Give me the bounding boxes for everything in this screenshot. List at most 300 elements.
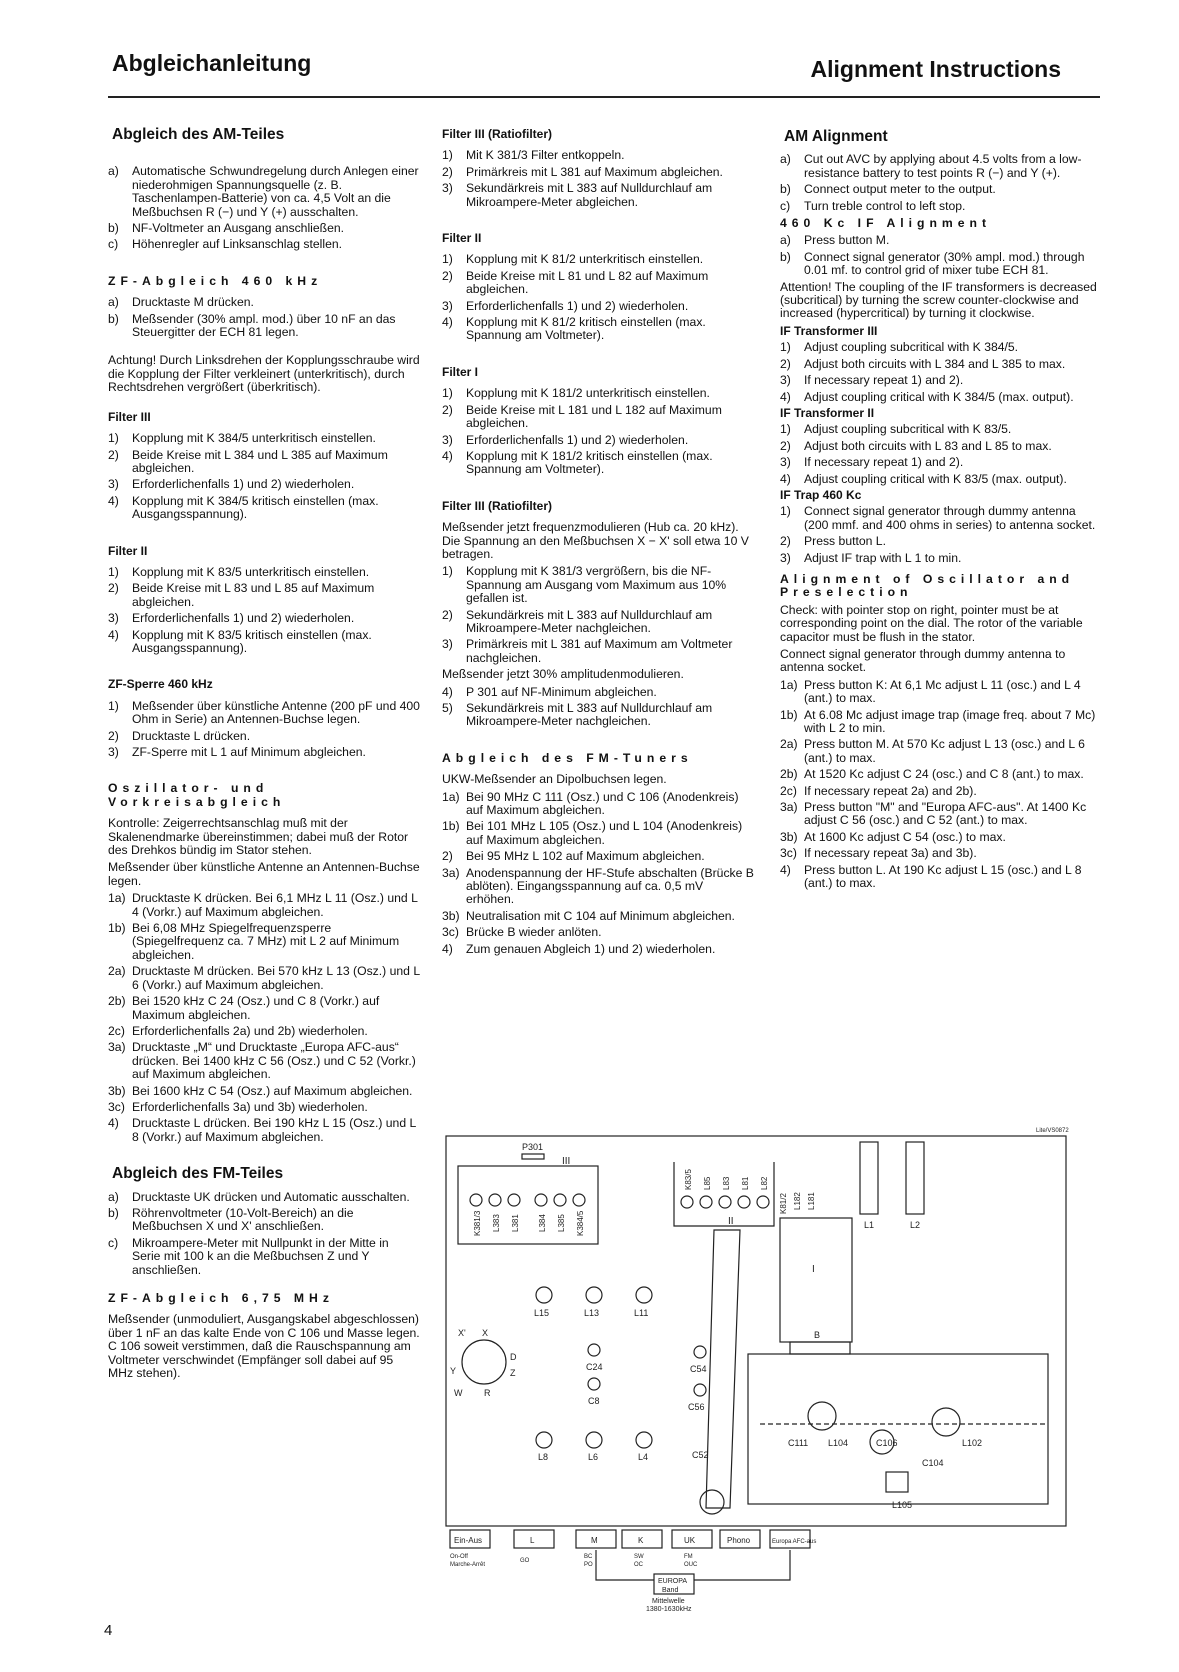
list-item-text: If necessary repeat 1) and 2). <box>804 373 964 388</box>
list-item-number: 1) <box>442 564 453 579</box>
list-item-text: At 1600 Kc adjust C 54 (osc.) to max. <box>804 829 1006 844</box>
list-item-text: Zum genauen Abgleich 1) und 2) wiederholen. <box>466 941 716 956</box>
p301-label: P301 <box>522 1142 544 1152</box>
zf675-title: ZF-Abgleich 6,75 MHz <box>108 1291 334 1305</box>
list-item <box>780 785 1102 798</box>
filter3-labels <box>473 1210 585 1236</box>
column-german-fm <box>442 128 754 959</box>
list-item <box>442 702 754 729</box>
list-item <box>442 404 754 431</box>
push-buttons <box>450 1530 810 1548</box>
push-button-labels <box>454 1536 816 1545</box>
list-item-number: 3) <box>108 611 119 626</box>
list-item <box>108 746 420 759</box>
list-item-text: Cut out AVC by applying about 4.5 volts from a low-resistance battery to test points R (−) and Y (+). <box>804 152 1082 180</box>
list-item-text: Press button M. <box>804 233 890 248</box>
list-item <box>442 450 754 477</box>
dial-drive <box>706 1230 740 1508</box>
list-item-text: Primärkreis mit L 381 auf Maximum am Voltmeter nachgleichen. <box>466 637 733 665</box>
list-item-number: 3) <box>442 298 453 313</box>
list-item <box>780 153 1102 180</box>
list-item-number: 3) <box>108 745 119 759</box>
if-transformer2-title: IF Transformer II <box>780 405 875 420</box>
list-item-text: P 301 auf NF-Minimum abgleichen. <box>466 684 657 699</box>
list-item-text: Automatische Schwundregelung durch Anlegen einer niederohmigen Spannungsquelle (z. B. Taschenlampen-Batterie) von ca. 4,5 Volt an die Meßbuchsen R (−) und Y (+) ausschalten. <box>132 164 419 219</box>
list-item-text: Neutralisation mit C 104 auf Minimum abgleichen. <box>466 908 735 923</box>
cap-c24: C24 <box>586 1362 603 1372</box>
europa-box-1: EUROPA <box>658 1578 688 1585</box>
list-item-number: a) <box>780 152 791 167</box>
list-item-number: 4) <box>108 493 119 508</box>
list-item-number: 1a) <box>108 891 126 906</box>
fm-filter2-list <box>442 253 754 342</box>
svg-text:Phono: Phono <box>727 1536 751 1545</box>
list-item-number: 4) <box>108 1116 119 1131</box>
list-item-text: Drucktaste M drücken. Bei 570 kHz L 13 (Osz.) und L 6 (Vorkr.) auf Maximum abgleichen. <box>132 964 420 992</box>
cap-c56: C56 <box>688 1402 705 1412</box>
list-item <box>780 768 1102 781</box>
list-item-number: 3b) <box>780 829 798 844</box>
attention-note: Attention! The coupling of the IF transformers is decreased (subcritical) by turning the screw counter-clockwise and increased (hypercritical) by turning it clockwise. <box>780 279 1097 321</box>
list-item-number: 2) <box>442 164 453 179</box>
list-item <box>442 910 754 923</box>
list-item <box>442 434 754 447</box>
list-item-number: 1) <box>442 252 453 267</box>
list-item-number: 1b) <box>442 819 460 834</box>
if-title: 460 Kc IF Alignment <box>780 216 992 231</box>
list-item-number: 3a) <box>780 800 798 815</box>
svg-text:OUC: OUC <box>684 1562 698 1568</box>
list-item <box>780 251 1102 278</box>
cap-c24-icon <box>588 1344 600 1356</box>
svg-text:K384/5: K384/5 <box>576 1210 585 1236</box>
list-item-text: Bei 90 MHz C 111 (Osz.) und C 106 (Anodenkreis) auf Maximum abgleichen. <box>466 789 739 818</box>
list-item-number: 4) <box>780 862 791 877</box>
coil-l6: L6 <box>588 1452 599 1462</box>
list-item-number: 3a) <box>442 865 460 880</box>
list-item <box>442 791 754 818</box>
list-item-text: Mit K 381/3 Filter entkoppeln. <box>466 148 625 163</box>
svg-text:Ein-Aus: Ein-Aus <box>454 1536 483 1545</box>
list-item-text: Adjust coupling critical with K 384/5 (max. output). <box>804 389 1074 404</box>
svg-text:L: L <box>530 1536 535 1545</box>
list-item <box>780 391 1102 404</box>
osz-title-1: Oszillator- und <box>108 781 269 796</box>
svg-text:K: K <box>638 1536 644 1545</box>
svg-text:L385: L385 <box>557 1214 566 1232</box>
svg-text:K381/3: K381/3 <box>473 1210 482 1236</box>
svg-text:K81/2: K81/2 <box>779 1193 788 1214</box>
list-item-text: Drucktaste K drücken. Bei 6,1 MHz L 11 (Osz.) und L 4 (Vorkr.) auf Maximum abgleichen. <box>132 891 418 919</box>
list-item-text: Mikroampere-Meter mit Nullpunkt in der Mitte in Serie mit 100 k an die Meßbuchsen Z und Y anschließen. <box>132 1235 389 1277</box>
cap-c8: C8 <box>588 1396 600 1406</box>
list-item-number: 2c) <box>108 1023 125 1038</box>
list-item-text: Drucktaste UK drücken und Automatic ausschalten. <box>132 1189 410 1204</box>
list-item <box>108 1117 420 1144</box>
list-item-number: 1a) <box>780 677 798 692</box>
list-item-number: 3) <box>442 432 453 447</box>
svg-text:L383: L383 <box>492 1214 501 1232</box>
list-item-number: 2) <box>780 438 791 453</box>
list-item-text: If necessary repeat 2a) and 2b). <box>804 783 977 798</box>
list-item-number: 1) <box>780 422 791 437</box>
list-item-text: Meßsender (30% ampl. mod.) über 10 nF an das Steuergitter der ECH 81 legen. <box>132 311 396 340</box>
svg-text:M: M <box>591 1536 598 1545</box>
svg-text:L83: L83 <box>722 1176 731 1190</box>
bridge-label: B <box>814 1330 821 1340</box>
fm-tuner-list <box>442 791 754 956</box>
list-item-text: Erforderlichenfalls 3a) und 3b) wiederholen. <box>132 1099 368 1114</box>
list-item <box>108 700 420 727</box>
list-item-number: a) <box>108 1189 119 1204</box>
list-item <box>780 200 1102 213</box>
if-trap-list <box>780 505 1102 565</box>
filter2-list <box>108 566 420 655</box>
roman-1: I <box>812 1264 815 1275</box>
mittelwelle-2: 1380-1630kHz <box>646 1606 692 1612</box>
tuner-c111-icon <box>808 1402 836 1430</box>
list-item <box>780 183 1102 196</box>
svg-text:R: R <box>484 1388 491 1398</box>
list-item-text: Kopplung mit K 81/2 unterkritisch einstellen. <box>466 252 704 267</box>
list-item-text: Bei 1600 kHz C 54 (Osz.) auf Maximum abgleichen. <box>132 1083 413 1098</box>
svg-text:X: X <box>482 1328 489 1338</box>
fm-tuner-para: UKW-Meßsender an Dipolbuchsen legen. <box>442 772 667 787</box>
achtung-note: Achtung! Durch Linksdrehen der Kopplungsschraube wird die Kopplung der Filter verkleinert (unterkritisch), durch Rechtsdrehen vergrößert (überkritisch). <box>108 353 420 395</box>
osc-para-2: Connect signal generator through dummy antenna to antenna socket. <box>780 647 1066 675</box>
list-item-text: NF-Voltmeter an Ausgang anschließen. <box>132 221 345 236</box>
if-transformer3-title: IF Transformer III <box>780 323 878 338</box>
cap-c52: C52 <box>692 1450 709 1460</box>
list-item-text: Adjust coupling subcritical with K 83/5. <box>804 422 1012 437</box>
list-item <box>108 582 420 609</box>
list-item-number: 2) <box>108 581 119 596</box>
tuner-labels <box>788 1438 982 1510</box>
list-item <box>108 566 420 579</box>
list-item-number: a) <box>108 164 119 179</box>
ratiofilter-title: Filter III (Ratiofilter) <box>442 127 553 141</box>
list-item <box>108 1191 420 1204</box>
list-item-number: 4) <box>108 627 119 642</box>
list-item <box>780 456 1102 469</box>
svg-text:Marche-Arrêt: Marche-Arrêt <box>450 1562 486 1568</box>
list-item <box>108 922 420 962</box>
svg-text:L104: L104 <box>828 1438 849 1448</box>
list-item <box>108 965 420 992</box>
list-item <box>780 423 1102 436</box>
list-item <box>780 535 1102 548</box>
list-item <box>780 358 1102 371</box>
coil-l8: L8 <box>538 1452 549 1462</box>
list-item <box>108 495 420 522</box>
coil-l11: L11 <box>634 1308 649 1318</box>
list-item-number: 3b) <box>108 1083 126 1098</box>
list-item-number: c) <box>780 198 791 213</box>
list-item <box>108 1085 420 1098</box>
list-item-text: Kopplung mit K 83/5 unterkritisch einstellen. <box>132 564 370 579</box>
list-item <box>442 316 754 343</box>
ratiofilter-list <box>442 149 754 209</box>
list-item-number: 4) <box>780 389 791 404</box>
zf675-para: Meßsender (unmoduliert, Ausgangskabel abgeschlossen) über 1 nF an das kalte Ende von C 106 und Masse legen. C 106 soweit verstimmen, daß die Rauschspannung am Voltmeter verschwindet (Empfänger soll dabei auf 95 MHz stehen). <box>108 1312 420 1381</box>
list-item-number: a) <box>780 233 791 248</box>
list-item <box>442 166 754 179</box>
list-item-number: 1b) <box>108 921 126 936</box>
svg-text:Y: Y <box>450 1366 457 1376</box>
tuner-l105-icon <box>886 1472 908 1492</box>
list-item <box>108 449 420 476</box>
list-item-text: Connect signal generator through dummy antenna (200 mmf. and 400 ohms in series) to antenna socket. <box>804 504 1096 532</box>
list-item-text: Turn treble control to left stop. <box>804 198 966 213</box>
svg-text:On-Off: On-Off <box>450 1554 468 1560</box>
am-alignment-title: AM Alignment <box>784 128 888 145</box>
filter3-title: Filter III <box>108 409 151 424</box>
list-item <box>108 296 420 309</box>
list-item <box>442 253 754 266</box>
svg-text:Europa AFC-aus: Europa AFC-aus <box>772 1539 817 1545</box>
list-item-number: 1) <box>108 698 119 713</box>
if-trap-title: IF Trap 460 Kc <box>780 487 862 502</box>
list-item-text: Press button L. At 190 Kc adjust L 15 (osc.) and L 8 (ant.) to max. <box>804 862 1082 891</box>
mittelwelle-1: Mittelwelle <box>652 1598 685 1605</box>
svg-text:C111: C111 <box>788 1438 809 1448</box>
svg-text:L85: L85 <box>703 1176 712 1190</box>
cap-c54-icon <box>694 1346 706 1358</box>
list-item <box>780 679 1102 706</box>
list-item <box>108 478 420 491</box>
list-item-text: Kopplung mit K 384/5 kritisch einstellen (max. Ausgangsspannung). <box>132 493 379 522</box>
list-item <box>108 1237 420 1277</box>
svg-text:L384: L384 <box>538 1214 547 1232</box>
list-item-text: ZF-Sperre mit L 1 auf Minimum abgleichen. <box>132 745 366 759</box>
list-item-text: Drucktaste L drücken. Bei 190 kHz L 15 (Osz.) und L 8 (Vorkr.) auf Maximum abgleichen. <box>132 1116 416 1144</box>
l1-label: L1 <box>864 1220 875 1230</box>
list-item-number: 4) <box>442 315 453 330</box>
list-item-number: 3) <box>442 181 453 196</box>
list-item-text: Bei 1520 kHz C 24 (Osz.) und C 8 (Vorkr.) auf Maximum abgleichen. <box>132 994 380 1022</box>
list-item-number: a) <box>108 295 119 310</box>
list-item-text: Primärkreis mit L 381 auf Maximum abgleichen. <box>466 164 723 179</box>
svg-text:L102: L102 <box>962 1438 983 1448</box>
german-header: Abgleichanleitung <box>112 50 312 76</box>
list-item <box>108 1041 420 1081</box>
europa-box-2: Band <box>662 1587 679 1594</box>
list-item <box>442 387 754 400</box>
list-item <box>442 867 754 907</box>
column-english <box>780 130 1102 894</box>
svg-text:L105: L105 <box>892 1500 913 1510</box>
if-list <box>780 234 1102 277</box>
list-item-number: 3c) <box>108 1099 125 1114</box>
if-transformer3-list <box>780 341 1102 404</box>
list-item <box>108 313 420 340</box>
fm-tuner-block <box>748 1354 1048 1504</box>
list-item-text: Adjust IF trap with L 1 to min. <box>804 550 962 565</box>
list-item-text: Anodenspannung der HF-Stufe abschalten (Brücke B ablöten). Eingangsspannung auf ca. 0,5 mV erhöhen. <box>466 865 754 907</box>
ratiofilter2-para2: Meßsender jetzt 30% amplitudenmodulieren. <box>442 667 684 682</box>
list-item <box>780 473 1102 486</box>
list-item-number: b) <box>780 249 791 264</box>
svg-text:BC: BC <box>584 1554 593 1560</box>
svg-text:C104: C104 <box>922 1458 944 1468</box>
list-item <box>108 238 420 251</box>
osc-para-1: Check: with pointer stop on right, pointer must be at corresponding point on the dial. The rotor of the variable capacitor must be flush in the stator. <box>780 602 1083 644</box>
list-item-text: If necessary repeat 3a) and 3b). <box>804 846 977 861</box>
list-item-number: 3) <box>780 455 791 470</box>
list-item <box>442 149 754 162</box>
list-item <box>108 1025 420 1038</box>
list-item-text: Adjust coupling critical with K 83/5 (max. output). <box>804 471 1067 486</box>
l2-label: L2 <box>910 1220 921 1230</box>
list-item <box>442 565 754 605</box>
svg-text:L181: L181 <box>807 1192 816 1210</box>
l1-coil <box>860 1142 878 1214</box>
list-item <box>780 738 1102 765</box>
list-item-text: Beide Kreise mit L 81 und L 82 auf Maximum abgleichen. <box>466 268 709 297</box>
list-item-number: 2) <box>442 607 453 622</box>
list-item-text: Kopplung mit K 381/3 vergrößern, bis die NF-Spannung am Ausgang vom Maximum aus 10% gefallen ist. <box>466 564 727 606</box>
am-section-title: Abgleich des AM-Teiles <box>112 126 285 143</box>
filter2-title: Filter II <box>108 543 148 558</box>
list-item <box>442 270 754 297</box>
fm-list <box>108 1191 420 1277</box>
english-header: Alignment Instructions <box>810 56 1061 82</box>
list-item-number: 3) <box>780 550 791 565</box>
filter1-block <box>780 1218 852 1342</box>
list-item-number: 5) <box>442 701 453 715</box>
chassis-layout-diagram <box>444 1122 1106 1612</box>
list-item <box>780 374 1102 387</box>
list-item <box>442 820 754 847</box>
osz-para-2: Meßsender über künstliche Antenne an Antennen-Buchse legen. <box>108 860 420 888</box>
list-item-text: Sekundärkreis mit L 383 auf Nulldurchlauf am Mikroampere-Meter abgleichen. <box>466 181 713 209</box>
osz-title-2: Vorkreisabgleich <box>108 794 286 809</box>
list-item-text: Bei 95 MHz L 102 auf Maximum abgleichen. <box>466 849 705 864</box>
list-item <box>442 182 754 209</box>
zf-sperre-title: ZF-Sperre 460 kHz <box>108 677 213 692</box>
filter3-screws <box>470 1194 585 1206</box>
header-rule <box>108 96 1100 98</box>
test-socket <box>462 1340 506 1384</box>
ratiofilter2-para: Meßsender jetzt frequenzmodulieren (Hub ca. 20 kHz). Die Spannung an den Meßbuchsen X − X' soll etwa 10 V betragen. <box>442 520 749 561</box>
list-item-number: b) <box>108 1205 119 1220</box>
svg-text:L381: L381 <box>511 1214 520 1232</box>
list-item-number: 3c) <box>442 925 459 940</box>
cap-c8-icon <box>588 1378 600 1390</box>
list-item-number: 1) <box>442 148 453 163</box>
osc-title-2: Preselection <box>780 585 913 600</box>
svg-text:X': X' <box>458 1328 466 1338</box>
list-item-number: 2b) <box>780 767 798 782</box>
list-item-number: 4) <box>442 684 453 699</box>
list-item-number: 2) <box>442 849 453 864</box>
column-german-am <box>108 128 420 1384</box>
list-item <box>780 864 1102 891</box>
list-item-number: 3) <box>108 477 119 492</box>
fm-section-title: Abgleich des FM-Teiles <box>112 1165 284 1183</box>
list-item <box>442 850 754 863</box>
zf-sperre-list <box>108 700 420 760</box>
list-item-text: Röhrenvoltmeter (10-Volt-Bereich) an die Meßbuchsen X und X' anschließen. <box>132 1205 354 1234</box>
list-item-number: 2) <box>108 728 119 743</box>
ratiofilter2-list <box>442 565 754 665</box>
osc-coils-row2 <box>536 1432 652 1448</box>
page-number: 4 <box>104 1622 113 1639</box>
list-item-text: Bei 6,08 MHz Spiegelfrequenzsperre (Spiegelfrequenz ca. 7 MHz) mit L 2 auf Minimum abgleichen. <box>132 921 400 962</box>
list-item <box>442 943 754 956</box>
osz-para-1: Kontrolle: Zeigerrechtsanschlag muß mit der Skalenendmarke übereinstimmen; dabei muß der Rotor des Drehkos bündig im Stator stehen. <box>108 816 409 858</box>
svg-text:C106: C106 <box>876 1438 898 1448</box>
coil-l15: L15 <box>534 1308 550 1318</box>
list-item <box>780 801 1102 828</box>
list-item-text: Höhenregler auf Linksanschlag stellen. <box>132 237 343 252</box>
list-item-text: Erforderlichenfalls 1) und 2) wiederholen. <box>132 611 355 626</box>
svg-text:GO: GO <box>520 1558 530 1564</box>
list-item-number: 1) <box>108 564 119 579</box>
osc-list <box>780 679 1102 891</box>
list-item-text: Kopplung mit K 83/5 kritisch einstellen (max. Ausgangsspannung). <box>132 627 372 655</box>
list-item-text: Press button L. <box>804 534 886 549</box>
list-item <box>108 612 420 625</box>
svg-text:K83/5: K83/5 <box>684 1169 693 1190</box>
list-item-number: b) <box>108 311 119 326</box>
list-item-number: c) <box>108 237 119 252</box>
filter3-list <box>108 432 420 521</box>
list-item-number: 1b) <box>780 707 798 722</box>
list-item-number: 3a) <box>108 1040 126 1055</box>
list-item-number: 1) <box>780 504 791 519</box>
list-item-text: Adjust both circuits with L 83 and L 85 to max. <box>804 438 1052 453</box>
list-item-text: Press button "M" and "Europa AFC-aus". At 1400 Kc adjust C 56 (osc.) and C 52 (ant.) to max. <box>804 800 1087 828</box>
list-item-text: At 6.08 Mc adjust image trap (image freq. about 7 Mc) with L 2 to min. <box>804 707 1096 736</box>
list-item <box>108 222 420 235</box>
filter2-screws <box>681 1196 769 1208</box>
svg-text:Z: Z <box>510 1368 516 1378</box>
roman-2: II <box>728 1216 734 1227</box>
list-item <box>780 831 1102 844</box>
list-item-text: Erforderlichenfalls 1) und 2) wiederholen. <box>466 432 689 447</box>
list-item-text: If necessary repeat 1) and 2). <box>804 455 964 470</box>
list-item <box>108 1101 420 1114</box>
list-item <box>780 341 1102 354</box>
dial-pulley <box>700 1490 724 1514</box>
list-item <box>780 505 1102 532</box>
coil-l13: L13 <box>584 1308 600 1318</box>
ratiofilter2-list2 <box>442 686 754 729</box>
list-item-text: Sekundärkreis mit L 383 auf Nulldurchlauf am Mikroampere-Meter nachgleichen. <box>466 701 713 729</box>
list-item <box>442 926 754 939</box>
list-item-text: Press button M. At 570 Kc adjust L 13 (osc.) and L 6 (ant.) to max. <box>804 737 1085 765</box>
list-item <box>442 300 754 313</box>
zf-title: ZF-Abgleich 460 kHz <box>108 273 323 288</box>
list-item <box>442 686 754 699</box>
list-item-text: Drucktaste M drücken. <box>132 295 254 310</box>
coil-l4: L4 <box>638 1452 649 1462</box>
list-item-number: 2) <box>108 447 119 462</box>
list-item-number: 2a) <box>780 737 798 752</box>
roman-3: III <box>562 1156 571 1167</box>
list-item <box>108 730 420 743</box>
list-item-text: Meßsender über künstliche Antenne (200 pF und 400 Ohm in Serie) an Antennen-Buchse legen. <box>132 698 420 727</box>
svg-text:L82: L82 <box>760 1176 769 1190</box>
list-item <box>780 440 1102 453</box>
list-item-number: 3) <box>442 637 453 652</box>
list-item-number: b) <box>108 221 119 236</box>
p301-icon <box>522 1154 544 1159</box>
button-sublabels <box>450 1554 698 1568</box>
list-item-text: Erforderlichenfalls 1) und 2) wiederholen. <box>132 477 355 492</box>
list-item-number: 2b) <box>108 994 126 1009</box>
